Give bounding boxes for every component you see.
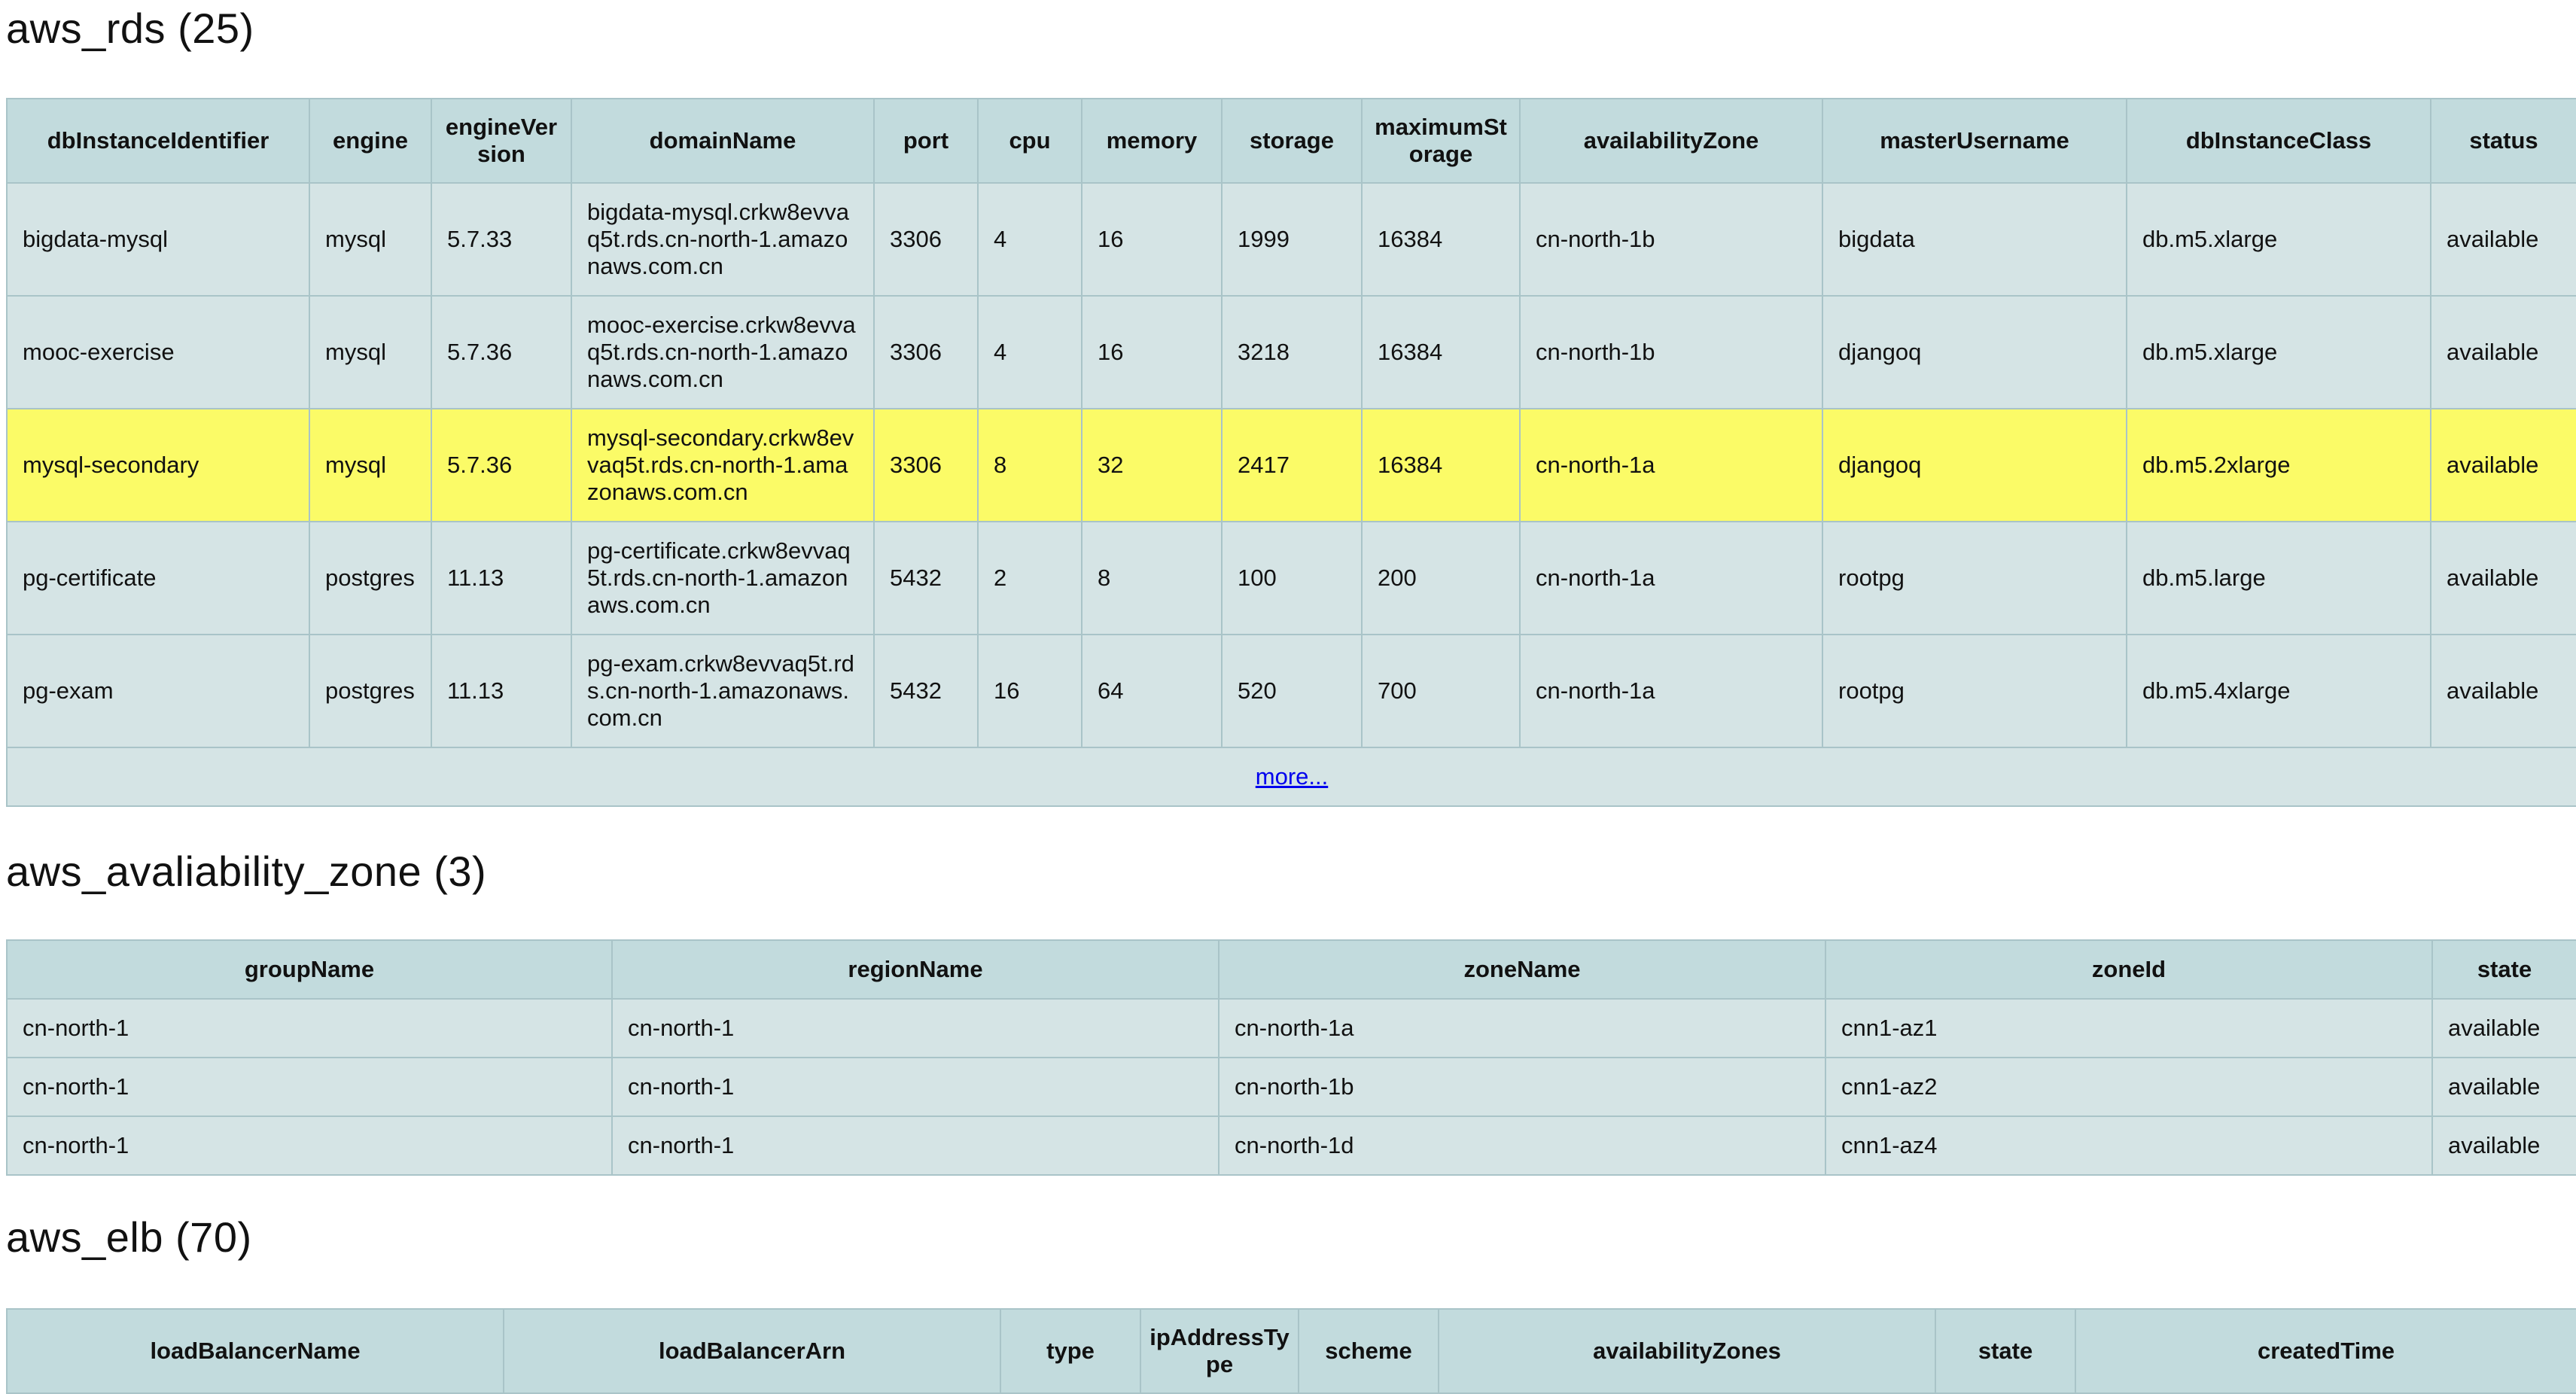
table-row[interactable] [7, 999, 2576, 1058]
table-row[interactable] [7, 522, 2576, 635]
cell-master-username: rootpg [1822, 635, 2127, 747]
cell-domain-name: mooc-exercise.crkw8evvaq5t.rds.cn-north-1.amazonaws.com.cn [571, 296, 874, 409]
cell-engine-version: 5.7.36 [431, 409, 571, 522]
cell-availability-zone: cn-north-1a [1520, 522, 1822, 635]
cell-region-name: cn-north-1 [612, 999, 1219, 1058]
cell-group-name: cn-north-1 [7, 999, 612, 1058]
cell-domain-name: bigdata-mysql.crkw8evvaq5t.rds.cn-north-1.amazonaws.com.cn [571, 183, 874, 296]
cell-master-username: djangoq [1822, 409, 2127, 522]
cell-db-instance-class: db.m5.xlarge [2127, 296, 2431, 409]
cell-engine: mysql [309, 183, 431, 296]
column-header-port: port [874, 99, 978, 183]
column-header-load-balancer-arn: loadBalancerArn [504, 1309, 1000, 1393]
cell-domain-name: mysql-secondary.crkw8evvaq5t.rds.cn-north-1.amazonaws.com.cn [571, 409, 874, 522]
column-header-created-time: createdTime [2075, 1309, 2576, 1393]
cell-storage: 100 [1222, 522, 1362, 635]
cell-status: available [2431, 409, 2576, 522]
cell-engine-version: 11.13 [431, 635, 571, 747]
cell-memory: 8 [1082, 522, 1222, 635]
cell-db-instance-identifier: mysql-secondary [7, 409, 309, 522]
cell-db-instance-identifier: mooc-exercise [7, 296, 309, 409]
column-header-scheme: scheme [1299, 1309, 1439, 1393]
cell-memory: 32 [1082, 409, 1222, 522]
cell-group-name: cn-north-1 [7, 1116, 612, 1175]
more-cell [7, 747, 2576, 806]
elb-header-row [7, 1309, 2576, 1393]
cell-cpu: 2 [978, 522, 1082, 635]
cell-status: available [2431, 296, 2576, 409]
cell-master-username: djangoq [1822, 296, 2127, 409]
column-header-zone-id: zoneId [1825, 940, 2432, 999]
cell-region-name: cn-north-1 [612, 1116, 1219, 1175]
table-row[interactable] [7, 183, 2576, 296]
cell-cpu: 4 [978, 296, 1082, 409]
column-header-availability-zones: availabilityZones [1439, 1309, 1935, 1393]
more-link[interactable]: more... [1255, 763, 1329, 790]
column-header-engine: engine [309, 99, 431, 183]
az-section-title: aws_avaliability_zone (3) [6, 848, 487, 895]
cell-zone-name: cn-north-1d [1219, 1116, 1825, 1175]
cell-zone-id: cnn1-az1 [1825, 999, 2432, 1058]
cell-maximum-storage: 200 [1362, 522, 1520, 635]
table-row[interactable] [7, 635, 2576, 747]
cell-engine-version: 11.13 [431, 522, 571, 635]
cell-memory: 16 [1082, 296, 1222, 409]
cell-db-instance-class: db.m5.xlarge [2127, 183, 2431, 296]
cell-storage: 3218 [1222, 296, 1362, 409]
rds-section-title: aws_rds (25) [6, 5, 254, 52]
table-row[interactable] [7, 1058, 2576, 1116]
column-header-load-balancer-name: loadBalancerName [7, 1309, 504, 1393]
cell-db-instance-identifier: pg-exam [7, 635, 309, 747]
cell-availability-zone: cn-north-1a [1520, 409, 1822, 522]
cell-region-name: cn-north-1 [612, 1058, 1219, 1116]
column-header-storage: storage [1222, 99, 1362, 183]
cell-maximum-storage: 16384 [1362, 296, 1520, 409]
table-row[interactable] [7, 409, 2576, 522]
column-header-db-instance-class: dbInstanceClass [2127, 99, 2431, 183]
cell-maximum-storage: 16384 [1362, 183, 1520, 296]
cell-zone-name: cn-north-1b [1219, 1058, 1825, 1116]
az-table [6, 939, 2576, 1176]
cell-zone-id: cnn1-az2 [1825, 1058, 2432, 1116]
cell-maximum-storage: 16384 [1362, 409, 1520, 522]
column-header-region-name: regionName [612, 940, 1219, 999]
column-header-master-username: masterUsername [1822, 99, 2127, 183]
column-header-maximum-storage: maximumStorage [1362, 99, 1520, 183]
cell-domain-name: pg-certificate.crkw8evvaq5t.rds.cn-north-1.amazonaws.com.cn [571, 522, 874, 635]
column-header-group-name: groupName [7, 940, 612, 999]
cell-master-username: rootpg [1822, 522, 2127, 635]
rds-table [6, 98, 2576, 807]
table-row[interactable] [7, 296, 2576, 409]
cell-availability-zone: cn-north-1a [1520, 635, 1822, 747]
column-header-state: state [1935, 1309, 2075, 1393]
column-header-ip-address-type: ipAddressType [1140, 1309, 1299, 1393]
cell-db-instance-identifier: pg-certificate [7, 522, 309, 635]
cell-state: available [2432, 999, 2576, 1058]
cell-port: 3306 [874, 409, 978, 522]
cell-status: available [2431, 635, 2576, 747]
more-row [7, 747, 2576, 806]
table-row[interactable] [7, 1116, 2576, 1175]
cell-db-instance-identifier: bigdata-mysql [7, 183, 309, 296]
column-header-db-instance-identifier: dbInstanceIdentifier [7, 99, 309, 183]
cell-port: 3306 [874, 296, 978, 409]
cell-availability-zone: cn-north-1b [1520, 183, 1822, 296]
cell-state: available [2432, 1116, 2576, 1175]
cell-cpu: 8 [978, 409, 1082, 522]
cell-memory: 64 [1082, 635, 1222, 747]
cell-db-instance-class: db.m5.large [2127, 522, 2431, 635]
cell-db-instance-class: db.m5.4xlarge [2127, 635, 2431, 747]
column-header-domain-name: domainName [571, 99, 874, 183]
cell-storage: 1999 [1222, 183, 1362, 296]
cell-zone-name: cn-north-1a [1219, 999, 1825, 1058]
column-header-availability-zone: availabilityZone [1520, 99, 1822, 183]
cell-port: 5432 [874, 635, 978, 747]
cell-storage: 520 [1222, 635, 1362, 747]
column-header-cpu: cpu [978, 99, 1082, 183]
cell-state: available [2432, 1058, 2576, 1116]
cell-db-instance-class: db.m5.2xlarge [2127, 409, 2431, 522]
column-header-zone-name: zoneName [1219, 940, 1825, 999]
cell-domain-name: pg-exam.crkw8evvaq5t.rds.cn-north-1.amazonaws.com.cn [571, 635, 874, 747]
cell-engine: mysql [309, 409, 431, 522]
cell-memory: 16 [1082, 183, 1222, 296]
cell-engine-version: 5.7.33 [431, 183, 571, 296]
cell-engine: mysql [309, 296, 431, 409]
column-header-state: state [2432, 940, 2576, 999]
cell-status: available [2431, 522, 2576, 635]
elb-section-title: aws_elb (70) [6, 1213, 252, 1261]
column-header-engine-version: engineVersion [431, 99, 571, 183]
elb-table [6, 1308, 2576, 1394]
cell-status: available [2431, 183, 2576, 296]
column-header-memory: memory [1082, 99, 1222, 183]
column-header-type: type [1000, 1309, 1140, 1393]
cell-engine: postgres [309, 522, 431, 635]
cell-availability-zone: cn-north-1b [1520, 296, 1822, 409]
cell-port: 3306 [874, 183, 978, 296]
cell-maximum-storage: 700 [1362, 635, 1520, 747]
cell-zone-id: cnn1-az4 [1825, 1116, 2432, 1175]
cell-engine: postgres [309, 635, 431, 747]
cell-cpu: 16 [978, 635, 1082, 747]
rds-header-row [7, 99, 2576, 183]
cell-engine-version: 5.7.36 [431, 296, 571, 409]
column-header-status: status [2431, 99, 2576, 183]
cell-port: 5432 [874, 522, 978, 635]
cell-storage: 2417 [1222, 409, 1362, 522]
cell-group-name: cn-north-1 [7, 1058, 612, 1116]
cell-cpu: 4 [978, 183, 1082, 296]
cell-master-username: bigdata [1822, 183, 2127, 296]
az-header-row [7, 940, 2576, 999]
